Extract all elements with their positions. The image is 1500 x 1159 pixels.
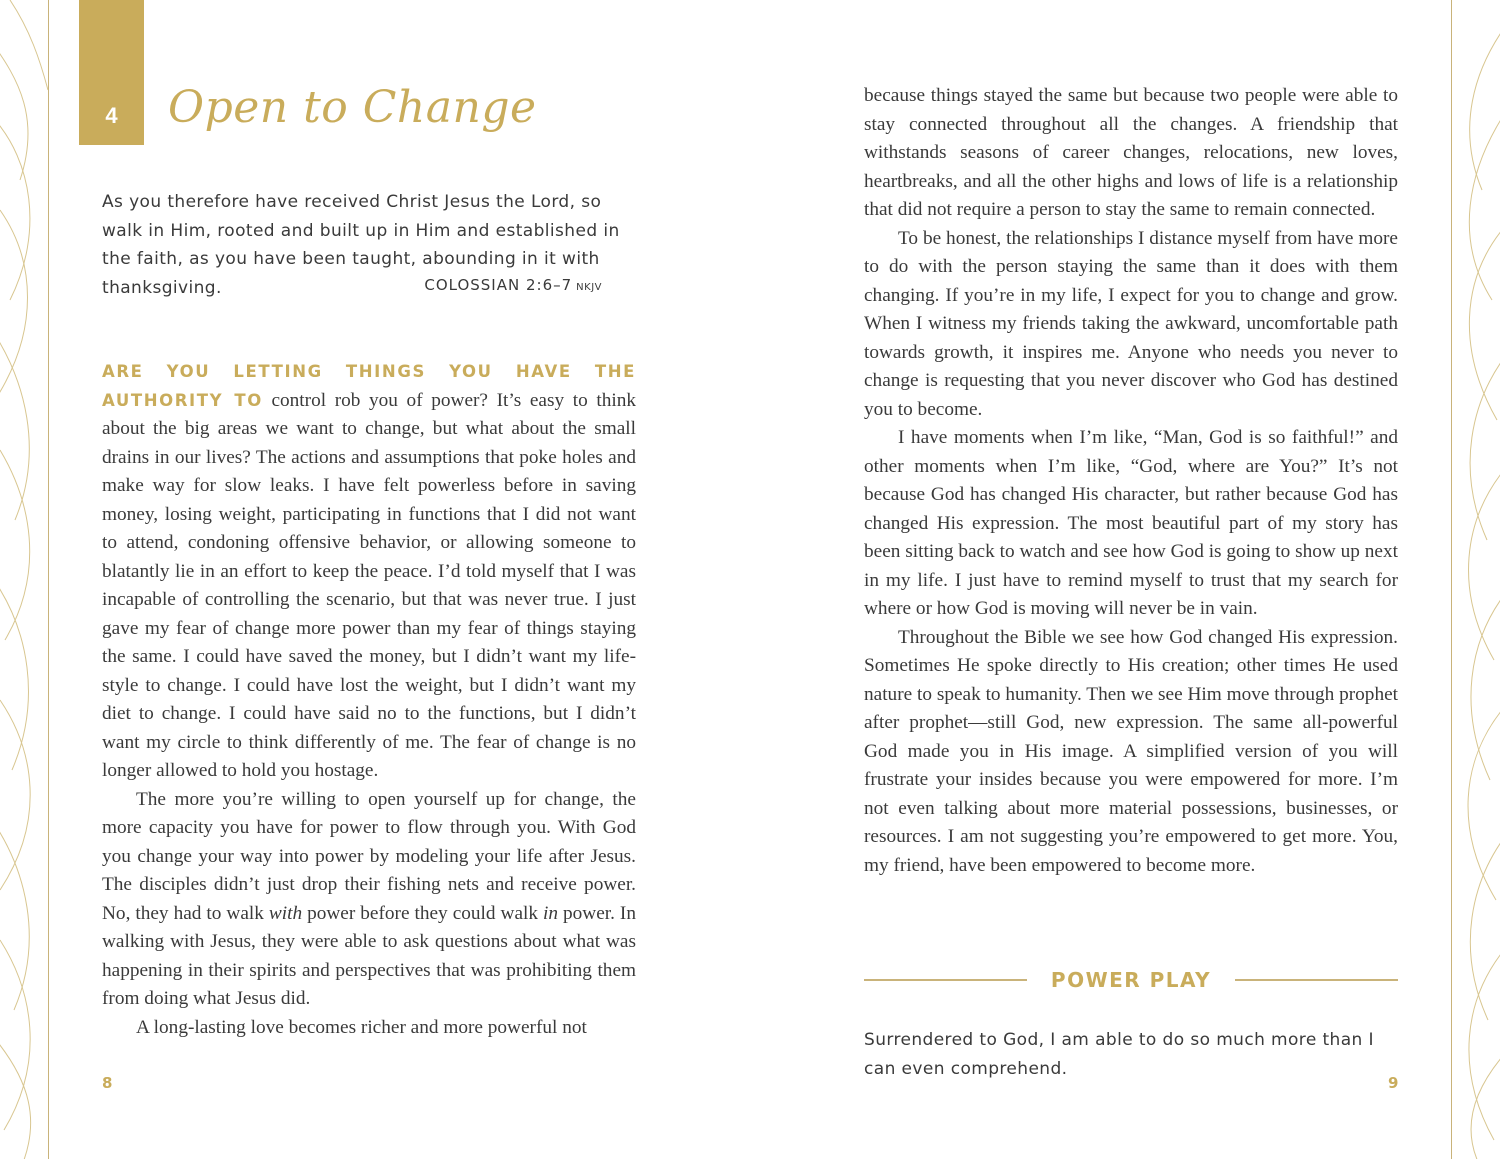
paragraph bbox=[102, 358, 636, 786]
paragraph: To be honest, the relationships I distance myself from have more to do with the person staying the same than it does with them changing. If you’re in my life, I expect for you to change and grow. When I witness my friends taking the awkward, uncomfortable path towards growth, it inspires me. Anyone who needs you never to change is requesting that you never discover who God has destined you to become. bbox=[864, 227, 1398, 420]
epigraph-verse: As you therefore have received Christ Jesus the Lord, so walk in Him, rooted and built up in Him and established in the faith, as you have been taught, abounding in it with thanksgiving. bbox=[102, 192, 620, 298]
right-body-text bbox=[864, 82, 1398, 880]
emphasis-with: with bbox=[268, 902, 303, 924]
chapter-title: Open to Change bbox=[168, 82, 537, 133]
emphasis-in: in bbox=[543, 902, 558, 924]
chapter-number-tab: 4 bbox=[79, 0, 144, 145]
paragraph-text: control rob you of power? It’s easy to think about the big areas we want to change, but what about the small drains in our lives? The actions and assumptions that poke holes and make way for slow leaks. I have felt powerless before in saving money, losing weight, participating in functions that I did not want to attend, condoning offensive behavior, or allowing someone to blatantly lie in an effort to keep the peace. I’d told myself that I was incapable of controlling the scenario, but that was never true. I just gave my fear of change more power than my fear of things staying the same. I could have saved the money, but I didn’t want my lifestyle to change. I could have lost the weight, but I didn’t want my diet to change. I could have said no to the functions, but I didn’t want my circle to think differently of me. The fear of change is no longer allowed to hold you hostage. bbox=[102, 389, 636, 781]
right-page bbox=[750, 0, 1452, 1159]
paragraph: because things stayed the same but because two people were able to stay connected throughout all the changes. A friendship that withstands seasons of career changes, relocations, new loves, heartbreaks, and all the other highs and lows of life is a relationship that did not require a person to stay the same to remain connected. bbox=[864, 85, 1398, 220]
bible-version: NKJV bbox=[576, 282, 602, 293]
page-number-left: 8 bbox=[102, 1074, 113, 1092]
section-lead-in: ARE YOU LETTING THINGS YOU HAVE THE AUTHORITY TO bbox=[102, 362, 636, 410]
divider-line bbox=[864, 979, 1027, 981]
page-number-right: 9 bbox=[1388, 1074, 1399, 1092]
power-play-affirmation: Surrendered to God, I am able to do so much more than I can even comprehend. bbox=[864, 1030, 1374, 1079]
epigraph-citation: COLOSSIAN 2:6–7 bbox=[424, 276, 573, 294]
paragraph: Throughout the Bible we see how God changed His expression. Sometimes He spoke directly to His creation; other times He used nature to speak to humanity. Then we see Him move through prophet after prophet—still God, new expression. The same all-powerful God made you in His image. A simplified version of you will frustrate your insides because you were empowered for more. I’m not even talking about more material possessions, businesses, or resources. I am not suggesting you’re empowered to get more. You, my friend, have been empowered to become more. bbox=[864, 626, 1398, 876]
power-play-heading-row bbox=[864, 964, 1398, 996]
epigraph-reference bbox=[102, 276, 602, 294]
left-page bbox=[48, 0, 750, 1159]
paragraph: The more you’re willing to open yourself up for change, the more capacity you have for power to flow through you. With God you change your way into power by modeling your life after Jesus. The disciples didn’t just drop their fishing nets and receive power. No, they had to walk with power before they could walk in power. In walking with Jesus, they were able to ask questions about what was happening in their spirits and perspectives that was prohibiting them from doing what Jesus did. bbox=[102, 788, 636, 1009]
paragraph: A long-lasting love becomes richer and more powerful not bbox=[136, 1016, 587, 1038]
divider-line bbox=[1235, 979, 1398, 981]
power-play-heading: POWER PLAY bbox=[1050, 968, 1212, 992]
decorative-leaf-border-right bbox=[1451, 0, 1500, 1159]
decorative-leaf-border-left bbox=[0, 0, 49, 1159]
left-body-text bbox=[102, 358, 636, 1042]
paragraph: I have moments when I’m like, “Man, God is so faithful!” and other moments when I’m like, “God, where are You?” It’s not because God has changed His character, but rather because God has changed His expression. The most beautiful part of my story has been sitting back to watch and see how God is going to show up next in my life. I just have to remind myself to trust that my search for where or how God is moving will never be in vain. bbox=[864, 427, 1398, 619]
